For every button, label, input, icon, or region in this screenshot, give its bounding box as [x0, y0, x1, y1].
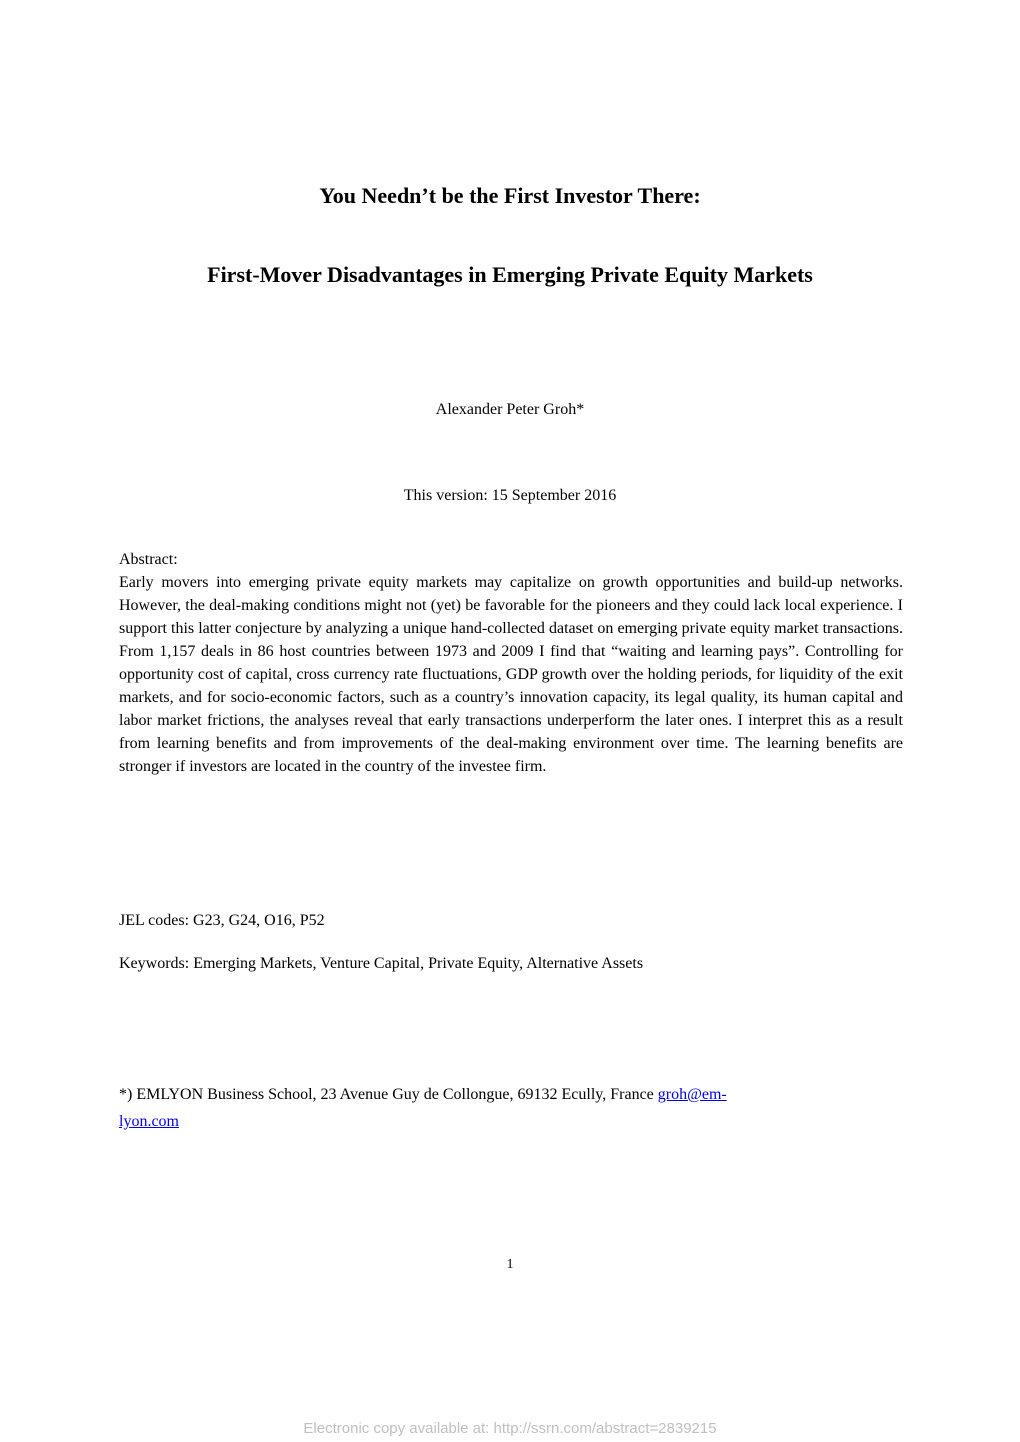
abstract-text: Early movers into emerging private equity markets may capitalize on growth opportunities and build-up networks. However, the deal-making conditions might not (yet) be favorable for the pioneers and they could lack local experience. I support this latter conjecture by analyzing a unique hand-collected dataset on emerging private equity market transactions. From 1,157 deals in 86 host countries between 1973 and 2009 I find that “waiting and learning pays”. Controlling for opportunity cost of capital, cross currency rate fluctuations, GDP growth over the holding periods, for liquidity of the exit markets, and for socio-economic factors, such as a country’s innovation capacity, its legal quality, its human capital and labor market frictions, the analyses reveal that early transactions underperform the later ones. I interpret this as a result from learning benefits and from improvements of the deal-making environment over time. The learning benefits are stronger if investors are located in the country of the investee firm. — [119, 574, 903, 775]
ssrn-footer-watermark: Electronic copy available at: http://ssrn.com/abstract=2839215 — [303, 1420, 717, 1437]
keywords: Keywords: Emerging Markets, Venture Capital, Private Equity, Alternative Assets — [119, 955, 644, 972]
paper-title-line-2: First-Mover Disadvantages in Emerging Private Equity Markets — [207, 262, 813, 287]
abstract-section — [119, 548, 903, 778]
jel-codes: JEL codes: G23, G24, O16, P52 — [119, 912, 325, 929]
affiliation-address: *) EMLYON Business School, 23 Avenue Guy de Collongue, 69132 Ecully, France — [119, 1086, 658, 1103]
abstract-label: Abstract: — [119, 551, 178, 568]
author-name: Alexander Peter Groh* — [435, 401, 585, 418]
author-affiliation — [119, 1081, 903, 1135]
paper-title-line-1: You Needn’t be the First Investor There: — [319, 183, 701, 208]
version-date: This version: 15 September 2016 — [403, 487, 617, 504]
email-part-2[interactable]: lyon.com — [119, 1113, 179, 1130]
page-number: 1 — [506, 1257, 514, 1272]
email-part-1[interactable]: groh@em- — [657, 1086, 727, 1103]
